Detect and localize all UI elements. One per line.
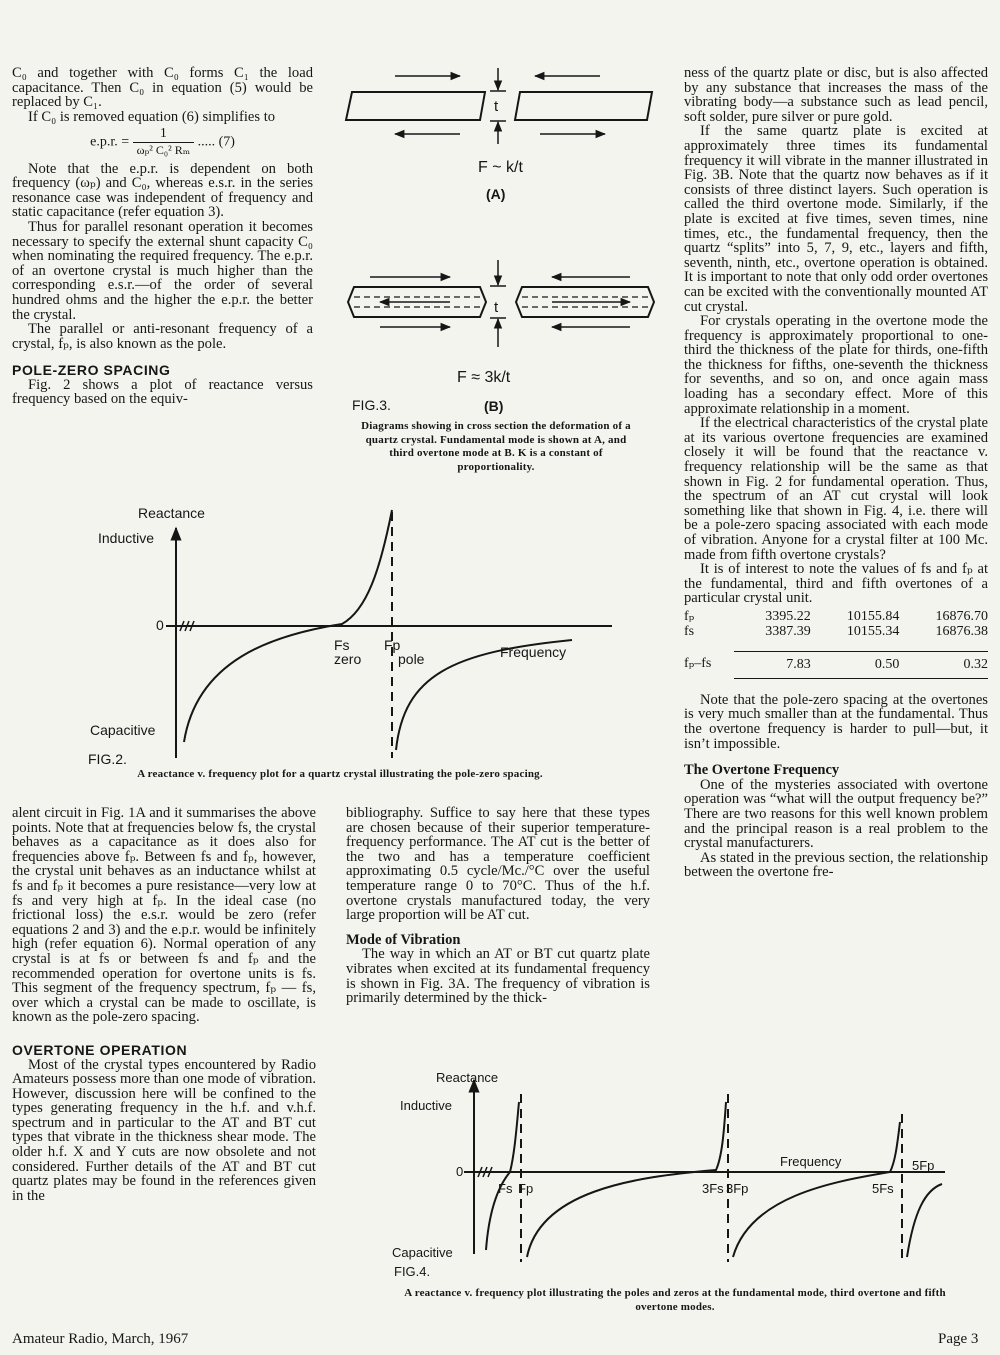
fig2-frequency-label: Frequency (500, 644, 567, 660)
paragraph: One of the mysteries associated with overtone operation was “what will the output frequency be?” There are two reasons for this well known problem and the principal reason is a real problem to the crystal manufacturers. (684, 776, 988, 852)
table-cell: 10155.84 (846, 608, 900, 624)
footer-page-number: Page 3 (938, 1331, 979, 1347)
equation-fraction (133, 127, 194, 157)
fig2-inductive-label: Inductive (98, 530, 155, 546)
fig4-curve-2 (527, 1102, 726, 1257)
fig2-fp-label: Fp (384, 637, 401, 653)
table-rule-row (684, 672, 988, 678)
table-cell: 3387.39 (765, 623, 811, 639)
fig4-fp-label: Fp (518, 1181, 534, 1196)
table-row (684, 625, 988, 640)
paragraph: If C₀ is removed equation (6) simplifies to (28, 108, 276, 125)
column-1-top (12, 66, 313, 407)
table-cell-label: fₚ (684, 608, 695, 624)
table-row (684, 651, 988, 672)
figure-3-diagram (330, 62, 660, 422)
paragraph: If the same quartz plate is excited at approximately three times its fundamental frequency it will vibrate in the manner illustrated in Fig. 3B. Note that the quartz now behaves as if it consists of three distinct layers. Such operation is called the third overtone mode. Similarly, if the plate is excited at five times, seven times, nine times, etc., the fundamental frequency, then the quartz “splits” into 5, 7, 9, etc., layers and fifth, seventh, ninth, etc., overtone operation is obtained. It is important to note that only odd order overtones can be excited with the conventionally mounted AT cut crystal. (684, 123, 988, 315)
table-cell: 7.83 (786, 656, 811, 672)
table-cell: 16876.38 (935, 623, 988, 639)
fig2-zero-text: zero (334, 651, 362, 667)
footer-journal: Amateur Radio, March, 1967 (12, 1331, 189, 1347)
paragraph: Note that the e.p.r. is dependent on both frequency (ωₚ) and C₀, whereas e.s.r. in the series resonance case was independent of frequency and static capacitance (refer equation 3). (12, 160, 313, 221)
fig2-fs-label: Fs (334, 637, 350, 653)
fig4-reactance-label: Reactance (436, 1070, 499, 1085)
equation-lhs: e.p.r. = (90, 134, 130, 150)
equation-numerator: 1 (133, 127, 194, 143)
fig4-curve-1 (486, 1102, 519, 1250)
section-heading: POLE-ZERO SPACING (12, 362, 171, 379)
column-1-bottom (12, 806, 316, 1203)
fig4-capacitive-label: Capacitive (392, 1245, 453, 1260)
fig4-label: FIG.4. (394, 1264, 431, 1279)
fig3a-label: (A) (486, 186, 506, 202)
fig3-label: FIG.3. (352, 397, 391, 413)
fig3b-thickness-label: t (494, 299, 499, 316)
column-3 (684, 66, 988, 880)
paragraph: Thus for parallel resonant operation it becomes necessary to specify the external shunt capacity C₀ when nominating the required frequency. The e.p.r. of an overtone crystal is much higher than the corresponding e.s.r.—of the order of several hundred ohms and the higher the e.p.r. the better the crystal. (12, 218, 313, 323)
fig3a-thickness-label: t (494, 98, 499, 115)
fig3a-plates (346, 68, 652, 144)
fig4-inductive-label: Inductive (400, 1098, 453, 1113)
fig3b-plates (348, 260, 654, 347)
paragraph: ness of the quartz plate or disc, but is also affected by any substance that increases the mass of the vibrating body—a substance such as lead pencil, soft solder, pure silver or pure gold. (684, 65, 988, 125)
table-cell: 0.32 (963, 656, 988, 672)
paragraph: The way in which an AT or BT cut quartz plate vibrates when excited at its fundamental frequency is shown in Fig. 3A. The frequency of vibration is primarily determined by the thick- (346, 946, 650, 1007)
table-cell: 0.50 (874, 656, 900, 672)
table-rule-row (684, 639, 988, 651)
table-cell: 3395.22 (765, 608, 811, 624)
equation-number: ..... (7) (197, 134, 235, 150)
fig2-pole-label: pole (398, 651, 425, 667)
equation-denominator: ωₚ² C₀² Rₘ (136, 142, 191, 157)
paragraph: Note that the pole-zero spacing at the overtones is very much smaller than at the fundamental. Thus the overtone frequency is harder to pull—but, it isn’t impossible. (684, 691, 988, 752)
fig4-3fp-label: 3Fp (726, 1181, 749, 1196)
fig4-3fs-label: 3Fs (702, 1181, 724, 1196)
fig2-label: FIG.2. (88, 751, 127, 767)
fig4-zero-label: 0 (456, 1164, 464, 1179)
fig2-capacitive-label: Capacitive (90, 722, 156, 738)
paragraph: alent circuit in Fig. 1A and it summarises the above points. Note that at frequencies below fs, the crystal behaves as a capacitance as it does also for frequencies above fₚ. Between fs and fₚ, however, the crystal unit behaves as an inductance whilst at fs and fₚ it becomes a pure resistance—very low at fs and very high at fₚ. In the ideal case (no frictional loss) the e.s.r. would be zero (refer equations 2 and 3) and the e.p.r. would be infinitely high (refer equation 6). Normal operation of any crystal is at fs or between fs and fₚ and the recommended operation for overtone units is fs. This segment of the frequency spectrum, fₚ — fs, over which a crystal can be made to oscillate, is known as the pole-zero spacing. (12, 805, 316, 1026)
paragraph: The parallel or anti-resonant frequency of a crystal, fₚ, is also known as the pole. (12, 321, 313, 352)
figure-4-caption: A reactance v. frequency plot illustrating the poles and zeros at the fundamental mode, third overtone and fifth overtone modes. (404, 1287, 946, 1313)
paragraph: It is of interest to note the values of fs and fₚ at the fundamental, third and fifth overtones of a particular crystal unit. (684, 561, 988, 607)
table-row (684, 610, 988, 625)
paragraph: As stated in the previous section, the relationship between the overtone fre- (684, 849, 988, 881)
table-cell: 10155.34 (846, 623, 900, 639)
figure-3-caption: Diagrams showing in cross section the deformation of a quartz crystal. Fundamental mode is shown at A, and third overtone mode at B. K is a constant of proportionality. (361, 420, 631, 473)
equation-7 (12, 127, 313, 157)
fig2-zero-label: 0 (156, 617, 164, 633)
figure-2-caption: A reactance v. frequency plot for a quartz crystal illustrating the pole-zero spacing. (137, 768, 543, 780)
fig3b-formula: F ≈ 3k/t (457, 369, 511, 386)
figure-2-plot (12, 500, 672, 785)
paragraph: For crystals operating in the overtone mode the frequency is approximately proportional to one-third the thickness of the plate for thirds, one-fifth the thickness for fifths, one-seventh the thickness for sevenths, and so on, and once again mass loading has a secondary effect. More of this approximate relationship in a moment. (684, 313, 988, 417)
section-heading: OVERTONE OPERATION (12, 1041, 188, 1058)
table-cell-label: fₚ–fs (684, 656, 712, 672)
fig3b-label: (B) (484, 398, 504, 414)
paragraph: If the electrical characteristics of the crystal plate at its various overtone frequencies are examined closely it will be found that the reactance v. frequency relationship will be the same as that shown in Fig. 2 for fundamental operation. Thus, the spectrum of an AT cut crystal will look something like that shown in Fig. 4, i.e. there will be a pole-zero spacing associated with each mode of vibration. Anyone for a crystal filter at 100 Mc. made from fifth overtone crystals? (684, 415, 988, 563)
section-heading: The Overtone Frequency (684, 762, 840, 779)
column-2-bottom (346, 806, 650, 1006)
paragraph: Fig. 2 shows a plot of reactance versus frequency based on the equiv- (12, 376, 313, 408)
fig4-curve-4 (907, 1184, 942, 1257)
paragraph: bibliography. Suffice to say here that these types are chosen because of their superior temperature-frequency performance. The AT cut is the better of the two and has a temperature coefficient approximating 0.5 cycle/Mc./°C over the useful temperature range 0 to 70°C. Thus of the h.f. overtone crystals manufactured today, the very large proportion will be AT cut. (346, 805, 650, 924)
fig4-fs-label: Fs (498, 1181, 513, 1196)
fig4-axes (464, 1080, 945, 1254)
fig4-5fs-label: 5Fs (872, 1181, 894, 1196)
fig4-frequency-label: Frequency (780, 1154, 842, 1169)
fig3a-formula: F ~ k/t (478, 159, 523, 176)
figure-4-plot (390, 1062, 990, 1292)
table-cell-label: fs (684, 623, 695, 639)
paragraph: C₀ and together with C₀ forms C₁ the load capacitance. Then C₀ in equation (5) would be replaced by C₁. (12, 65, 313, 111)
fig2-reactance-label: Reactance (138, 505, 205, 521)
table-cell: 16876.70 (935, 608, 988, 624)
fig4-5fp-label: 5Fp (912, 1158, 935, 1173)
section-heading: Mode of Vibration (346, 931, 461, 948)
paragraph: Most of the crystal types encountered by Radio Amateurs possess more than one mode of vibration. However, discussion here will be confined to the types generating frequency in the h.f. and v.h.f. spectrum and in particular to the AT and BT cut types that vibrate in the thickness shear mode. The older h.f. X and Y cuts are now obsolete and not considered. Further details of the AT and BT cut quartz plates may be found in the references given in the (12, 1056, 316, 1204)
frequency-table (684, 610, 988, 679)
